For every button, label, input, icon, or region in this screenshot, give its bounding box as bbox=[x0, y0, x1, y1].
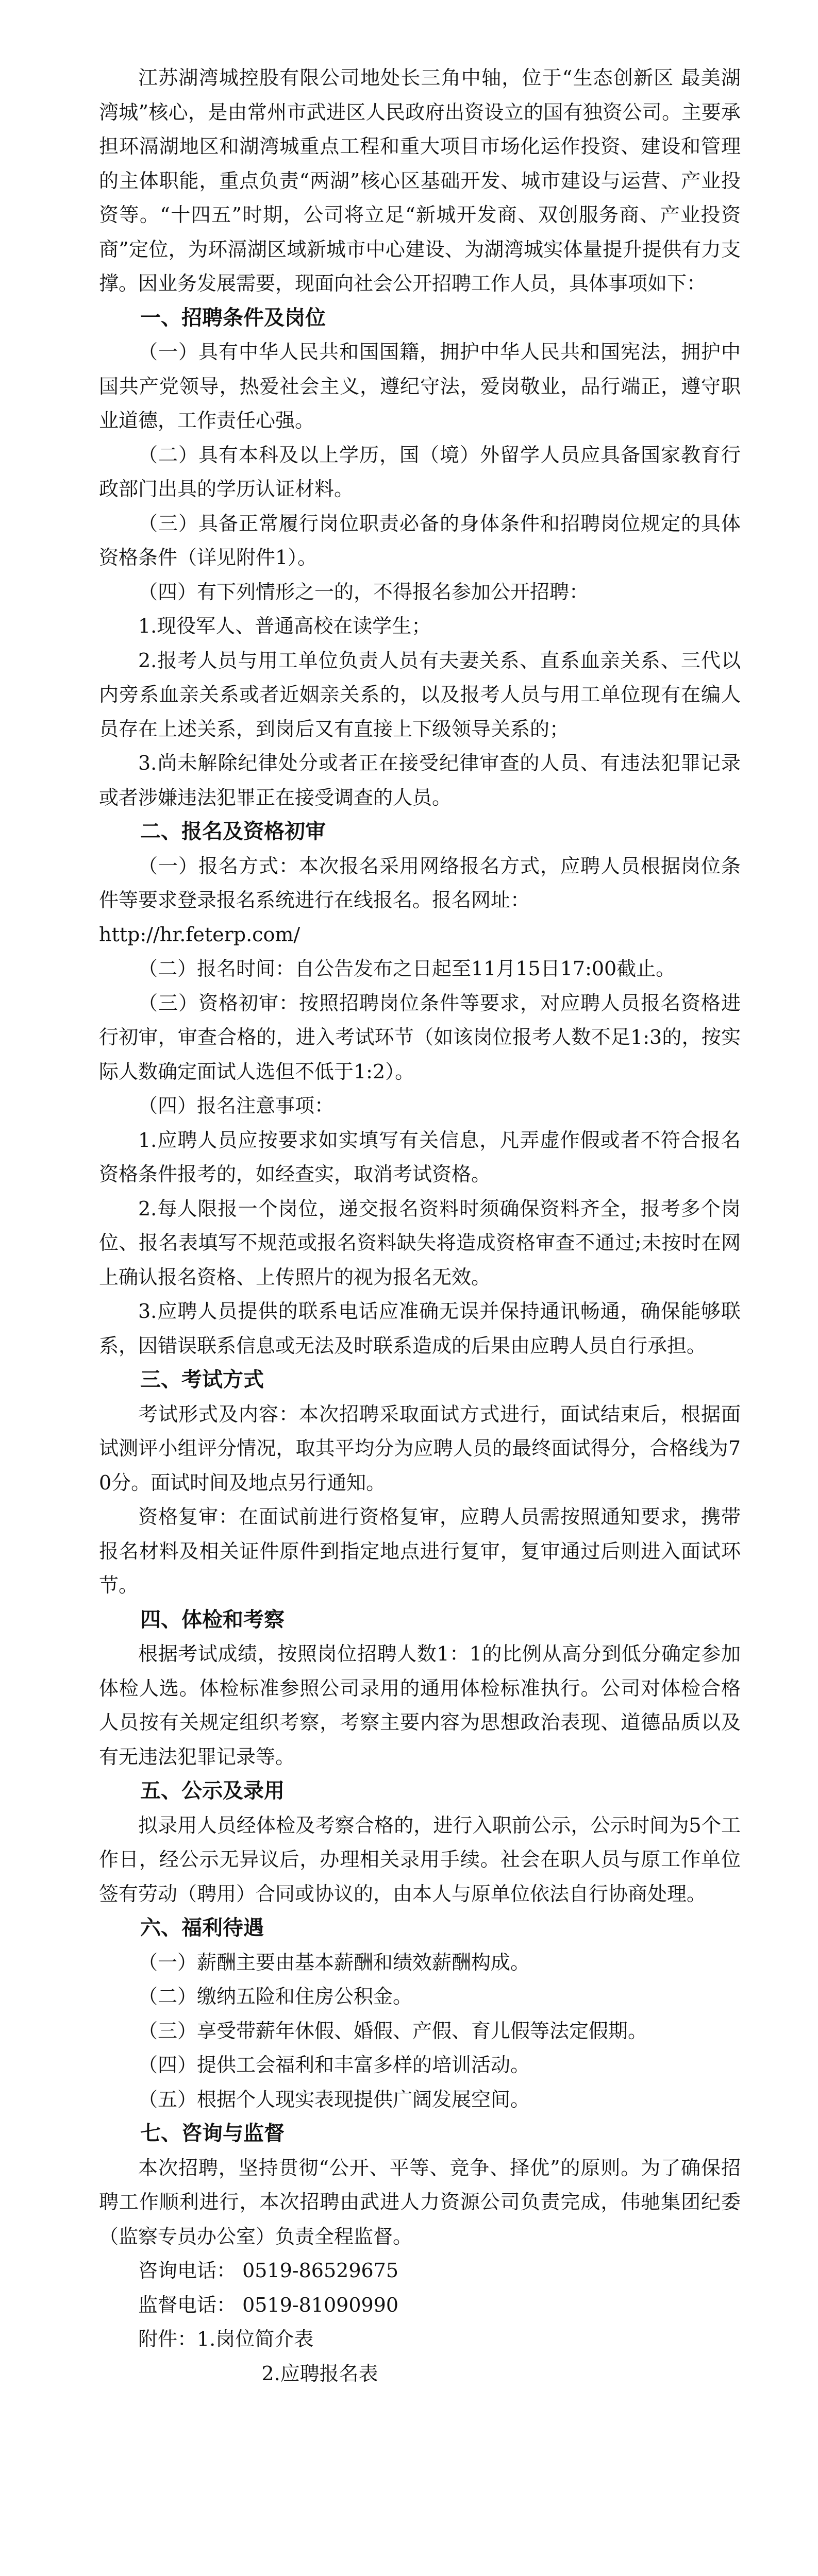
section-heading-publicity-hiring: 五、公示及录用 bbox=[140, 1779, 285, 1803]
registration-url-link[interactable]: http://hr.feterp.com/ bbox=[99, 923, 301, 946]
s2-paragraph-6: 2.每人限报一个岗位，递交报名资料时须确保资料齐全，报考多个岗位、报名表填写不规范或报名资料缺失将造成资格审查不通过;未按时在网上确认报名资格、上传照片的视为报名无效。 bbox=[99, 1197, 741, 1289]
section-heading-consultation-supervision: 七、咨询与监督 bbox=[140, 2122, 285, 2145]
s2-paragraph-3: （三）资格初审：按照招聘岗位条件等要求，对应聘人员报名资格进行初审，审查合格的，进入考试环节（如该岗位报考人数不足1:3的，按实际人数确定面试人选但不低于1:2）。 bbox=[99, 991, 741, 1083]
s1-paragraph-2: （二）具有本科及以上学历，国（境）外留学人员应具备国家教育行政部门出具的学历认证材料。 bbox=[99, 443, 741, 500]
section-heading-exam-method: 三、考试方式 bbox=[140, 1368, 264, 1392]
section-heading-benefits: 六、福利待遇 bbox=[140, 1916, 264, 1940]
s6-paragraph-5: （五）根据个人现实表现提供广阔发展空间。 bbox=[138, 2088, 530, 2111]
s3-paragraph-2: 资格复审：在面试前进行资格复审，应聘人员需按照通知要求，携带报名材料及相关证件原件到指定地点进行复审，复审通过后则进入面试环节。 bbox=[99, 1505, 741, 1597]
s6-paragraph-2: （二）缴纳五险和住房公积金。 bbox=[138, 1985, 413, 2008]
s6-paragraph-1: （一）薪酬主要由基本薪酬和绩效薪酬构成。 bbox=[138, 1951, 530, 1974]
attachment-2: 2.应聘报名表 bbox=[261, 2362, 378, 2385]
s2-paragraph-4: （四）报名注意事项： bbox=[138, 1094, 335, 1117]
consult-phone: 咨询电话： 0519-86529675 bbox=[138, 2259, 399, 2282]
s2-paragraph-7: 3.应聘人员提供的联系电话应准确无误并保持通讯畅通，确保能够联系，因错误联系信息或无法及时联系造成的后果由应聘人员自行承担。 bbox=[99, 1300, 741, 1357]
section-heading-recruitment-conditions: 一、招聘条件及岗位 bbox=[140, 306, 326, 330]
s1-paragraph-1: （一）具有中华人民共和国国籍，拥护中华人民共和国宪法，拥护中国共产党领导，热爱社会主义，遵纪守法，爱岗敬业，品行端正，遵守职业道德，工作责任心强。 bbox=[99, 341, 741, 432]
attachment-1: 附件：1.岗位简介表 bbox=[138, 2328, 314, 2350]
s6-paragraph-4: （四）提供工会福利和丰富多样的培训活动。 bbox=[138, 2054, 530, 2076]
supervise-phone: 监督电话： 0519-81090990 bbox=[138, 2293, 399, 2316]
s3-paragraph-1: 考试形式及内容：本次招聘采取面试方式进行，面试结束后，根据面试测评小组评分情况，取其平均分为应聘人员的最终面试得分，合格线为70分。面试时间及地点另行通知。 bbox=[99, 1402, 741, 1494]
section-heading-physical-exam: 四、体检和考察 bbox=[140, 1607, 285, 1632]
s2-paragraph-5: 1.应聘人员应按要求如实填写有关信息，凡弄虚作假或者不符合报名资格条件报考的，如经查实，取消考试资格。 bbox=[99, 1128, 741, 1185]
s7-paragraph-1: 本次招聘，坚持贯彻“公开、平等、竞争、择优”的原则。为了确保招聘工作顺利进行，本次招聘由武进人力资源公司负责完成，伟驰集团纪委（监察专员办公室）负责全程监督。 bbox=[99, 2156, 741, 2248]
s1-paragraph-7: 3.尚未解除纪律处分或者正在接受纪律审查的人员、有违法犯罪记录或者涉嫌违法犯罪正在接受调查的人员。 bbox=[99, 752, 741, 809]
s4-paragraph-1: 根据考试成绩，按照岗位招聘人数1：1的比例从高分到低分确定参加体检人选。体检标准参照公司录用的通用体检标准执行。公司对体检合格人员按有关规定组织考察，考察主要内容为思想政治表现、道德品质以及有无违法犯罪记录等。 bbox=[99, 1642, 741, 1768]
s1-paragraph-4: （四）有下列情形之一的，不得报名参加公开招聘： bbox=[138, 580, 589, 603]
s5-paragraph-1: 拟录用人员经体检及考察合格的，进行入职前公示，公示时间为5个工作日，经公示无异议后，办理相关录用手续。社会在职人员与原工作单位签有劳动（聘用）合同或协议的，由本人与原单位依法自行协商处理。 bbox=[99, 1814, 741, 1905]
s1-paragraph-5: 1.现役军人、普通高校在读学生； bbox=[138, 615, 431, 637]
s2-paragraph-1: （一）报名方式：本次报名采用网络报名方式，应聘人员根据岗位条件等要求登录报名系统进行在线报名。报名网址： bbox=[99, 854, 741, 911]
s6-paragraph-3: （三）享受带薪年休假、婚假、产假、育儿假等法定假期。 bbox=[138, 2019, 648, 2042]
s1-paragraph-3: （三）具备正常履行岗位职责必备的身体条件和招聘岗位规定的具体资格条件（详见附件1）。 bbox=[99, 512, 741, 569]
s2-paragraph-2: （二）报名时间：自公告发布之日起至11月15日17:00截止。 bbox=[138, 957, 676, 980]
s1-paragraph-6: 2.报考人员与用工单位负责人员有夫妻关系、直系血亲关系、三代以内旁系血亲关系或者近姻亲关系的，以及报考人员与用工单位现有在编人员存在上述关系，到岗后又有直接上下级领导关系的； bbox=[99, 649, 741, 740]
intro-paragraph: 江苏湖湾城控股有限公司地处长三角中轴，位于“生态创新区 最美湖湾城”核心，是由常州市武进区人民政府出资设立的国有独资公司。主要承担环滆湖地区和湖湾城重点工程和重大项目市场化运作投资、建设和管理的主体职能，重点负责“两湖”核心区基础开发、城市建设与运营、产业投资等。“十四五”时期，公司将立足“新城开发商、双创服务商、产业投资商”定位，为环滆湖区域新城市中心建设、为湖湾城实体量提升提供有力支撑。因业务发展需要，现面向社会公开招聘工作人员，具体事项如下： bbox=[99, 66, 741, 295]
section-heading-registration: 二、报名及资格初审 bbox=[140, 820, 326, 843]
